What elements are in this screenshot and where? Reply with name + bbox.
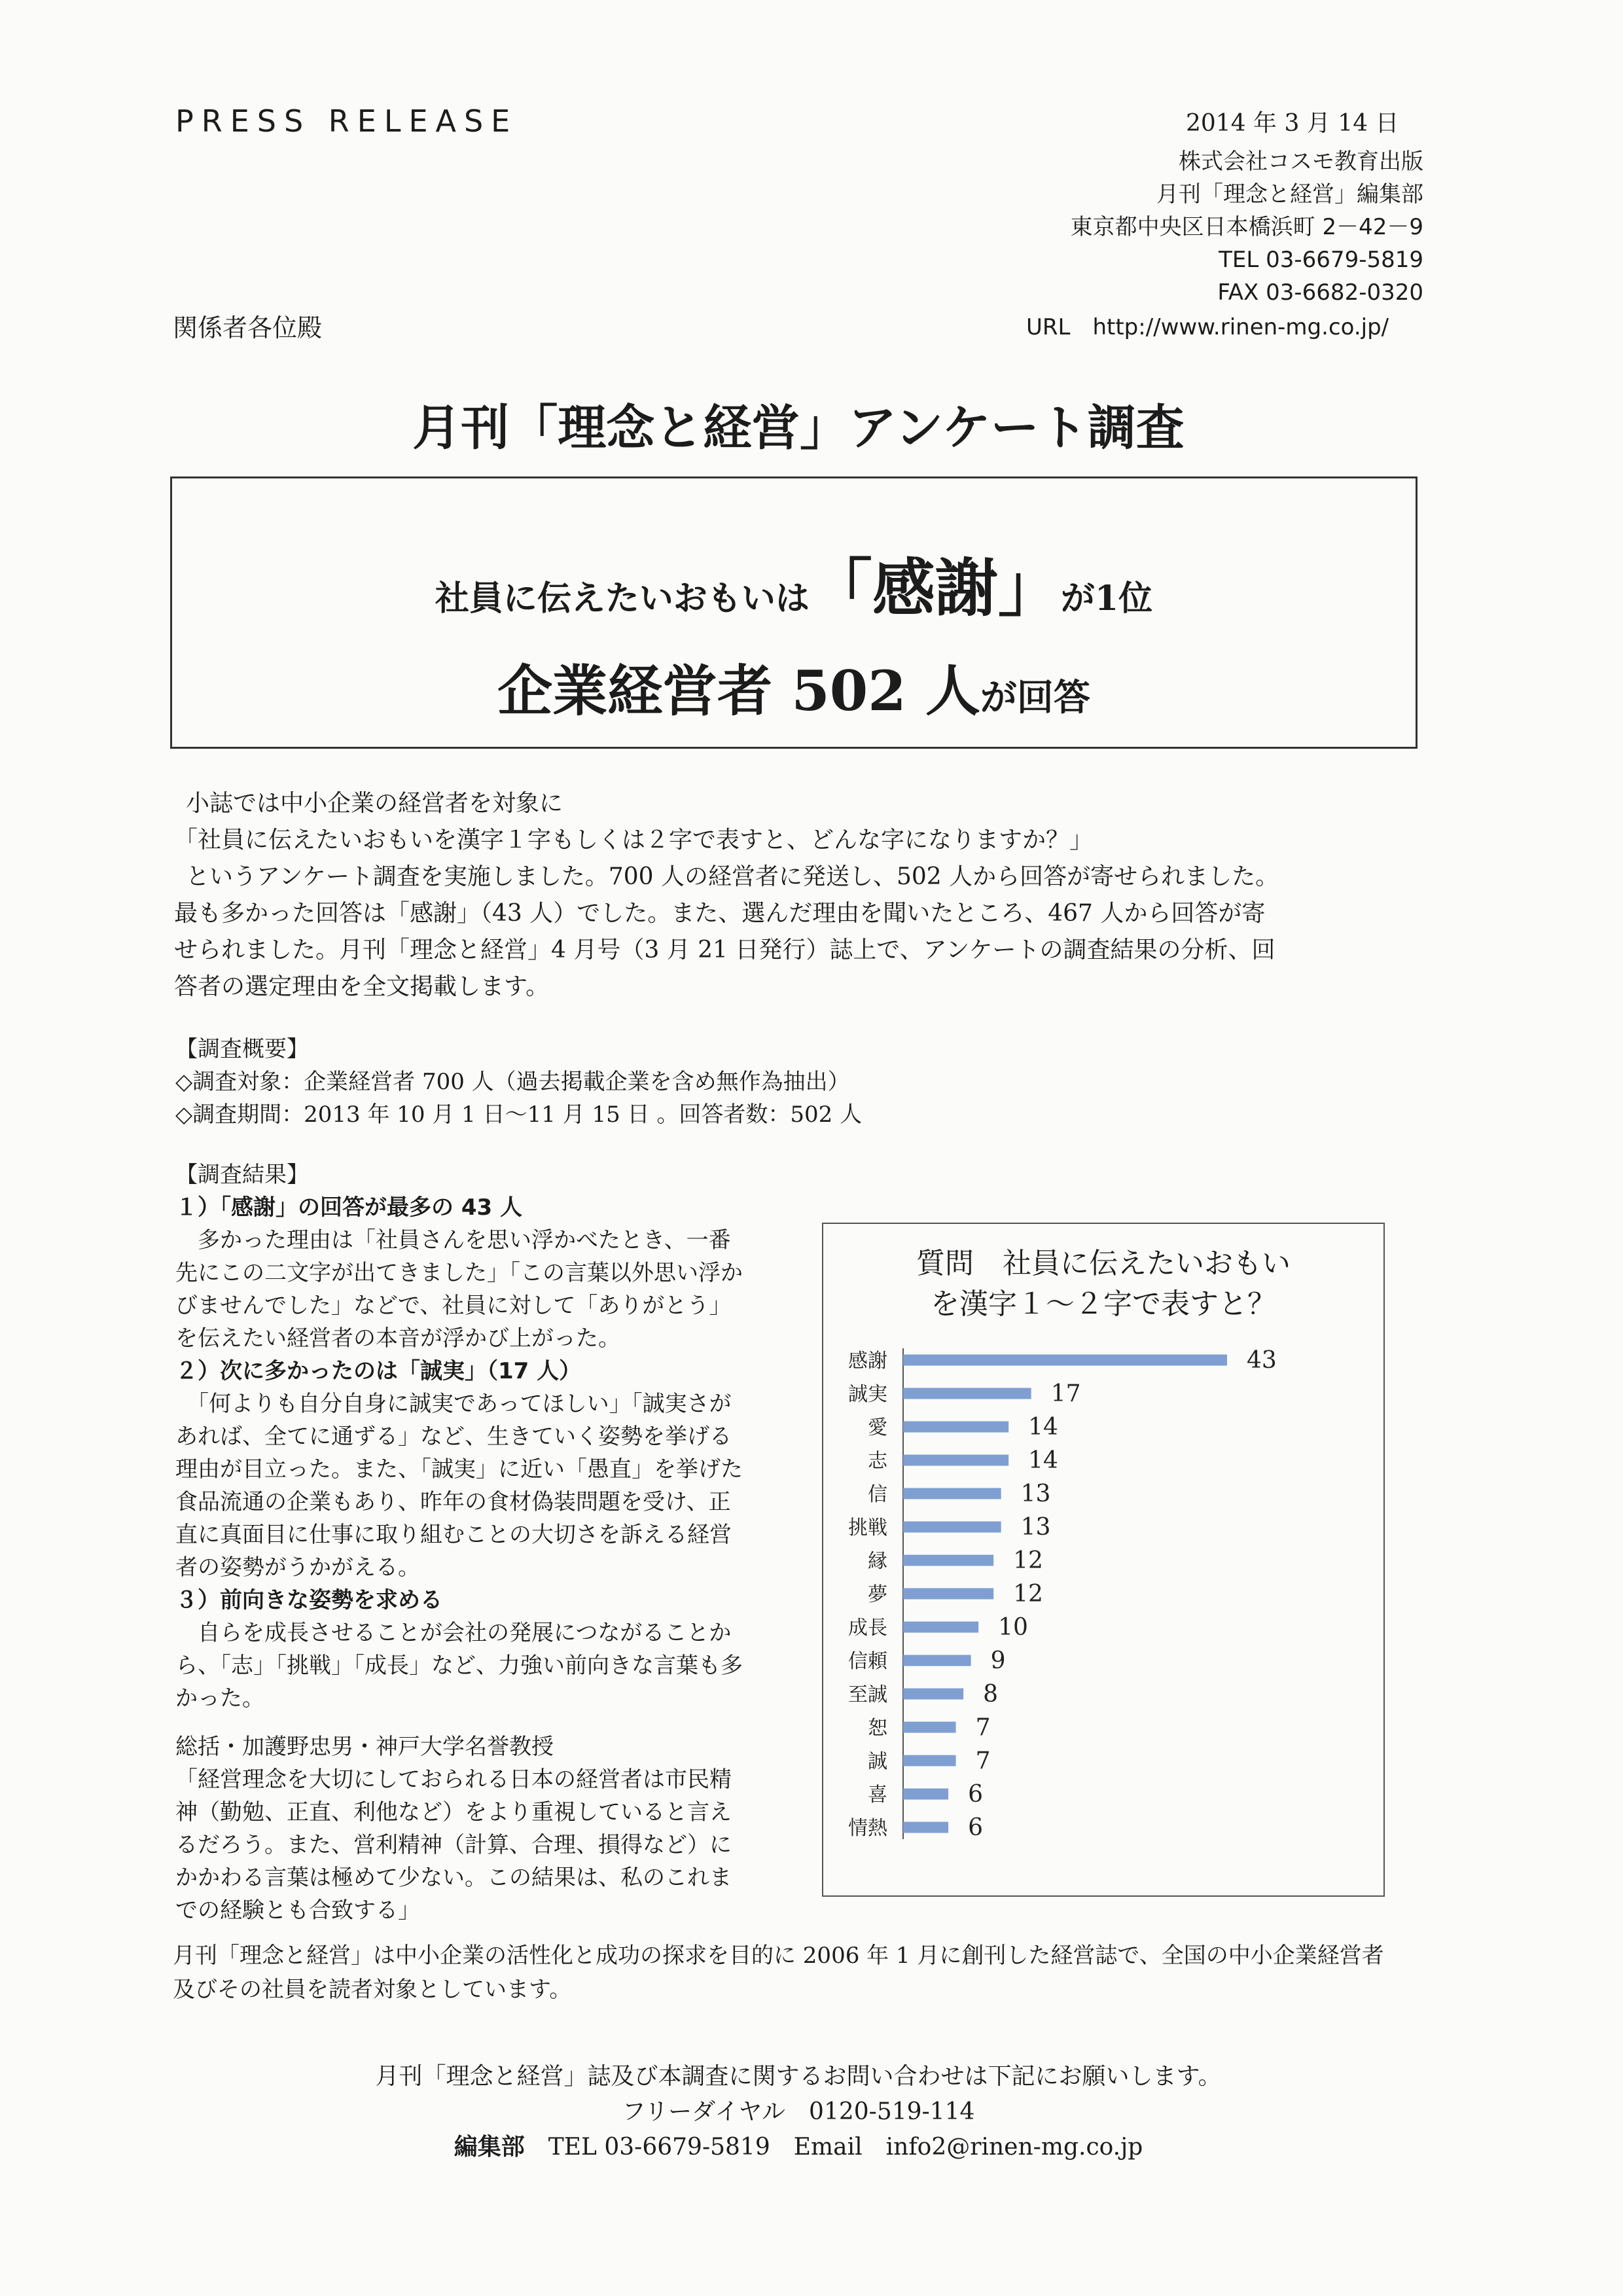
result1-line: 先にこの二文字が出てきました」「この言葉以外思い浮か [175,1260,743,1286]
greeting: 関係者各位殿 [173,314,323,342]
value-label: 12 [1013,1547,1043,1574]
press-release-label: PRESS RELEASE [175,103,518,139]
result2-line: 食品流通の企業もあり、昨年の食材偽装問題を受け、正 [175,1489,731,1515]
headline-line2 [172,647,1416,726]
overview-period: ◇調査期間：2013 年 10 月 1 日～11 月 15 日 。回答者数：502 人 [175,1102,863,1128]
summary-line: るだろう。また、営利精神（計算、合理、損得など）に [175,1832,732,1858]
result3-line: 自らを成長させることが会社の発展につながることか [175,1620,732,1646]
bar [903,1622,978,1633]
bar [903,1689,963,1700]
headline-box [170,476,1418,749]
release-date: 2014 年 3 月 14 日 [1186,110,1399,137]
bar [903,1722,956,1733]
category-label: 信 [868,1483,887,1506]
survey-title: 月刊「理念と経営」アンケート調査 [412,400,1185,456]
contact-dept: 編集部 [454,2134,525,2161]
value-label: 13 [1020,1480,1051,1507]
result1-title: １）「感謝」の回答が最多の 43 人 [175,1194,522,1221]
category-label: 喜 [868,1784,887,1806]
contact-info [0,2059,1597,2165]
category-label: 志 [868,1450,887,1473]
summary-line: 神（勤勉、正直、利他など）をより重視していると言え [175,1799,732,1825]
headline2-main: 企業経営者 502 人 [497,658,980,723]
tel-number: TEL 03-6679-5819 [1219,247,1423,273]
intro-line: 答者の選定理由を全文掲載します。 [174,973,550,1000]
results-heading: 【調査結果】 [175,1162,309,1188]
category-label: 縁 [868,1550,887,1573]
address: 東京都中央区日本橋浜町 2－42－9 [1070,214,1423,240]
headline1-pre: 社員に伝えたいおもいは [435,579,810,619]
chart-title-line: を漢字１～２字で表すと？ [931,1287,1276,1321]
category-label: 愛 [868,1416,887,1439]
headline1-post: が1位 [1060,579,1153,619]
magazine-description [173,1939,1455,2007]
value-label: 7 [975,1748,991,1774]
category-label: 至誠 [848,1683,887,1706]
bar [903,1455,1008,1466]
summary-line: での経験とも合致する」 [175,1897,420,1924]
bar [903,1388,1031,1399]
category-label: 信頼 [848,1650,887,1673]
website-url: URL http://www.rinen-mg.co.jp/ [1026,314,1389,340]
overview-target: ◇調査対象：企業経営者 700 人（過去掲載企業を含め無作為抽出） [175,1069,850,1095]
publisher-info [1071,145,1423,309]
bar [903,1522,1001,1533]
category-label: 感謝 [848,1350,887,1372]
result2-title: ２）次に多かったのは「誠実」（17 人） [175,1358,582,1384]
fax-number: FAX 03-6682-0320 [1217,279,1423,306]
summary-title: 総括・加護野忠男・神戸大学名誉教授 [175,1734,554,1760]
contact-email: Email info2@rinen-mg.co.jp [793,2134,1143,2161]
intro-line: せられました。月刊「理念と経営」4 月号（3 月 21 日発行）誌上で、アンケートの調査結果の分析、回 [174,937,1275,963]
value-label: 17 [1050,1380,1081,1407]
chart-box [822,1223,1385,1897]
result3-line: かった。 [175,1685,264,1712]
bar [903,1655,971,1666]
overview-heading: 【調査概要】 [175,1036,309,1062]
value-label: 6 [968,1814,983,1841]
contact-line: 月刊「理念と経営」誌及び本調査に関するお問い合わせは下記にお願いします。 [375,2063,1222,2090]
chart-title-line: 質問 社員に伝えたいおもい [916,1247,1291,1280]
survey-overview [175,1033,862,1131]
result2-line: あれば、全てに通ずる」など、生きていく姿勢を挙げる [175,1424,732,1450]
intro-text [174,785,1431,1005]
bar-chart [823,1224,1386,1898]
category-label: 誠 [868,1750,887,1773]
contact-tel: TEL 03-6679-5819 [548,2134,770,2161]
intro-line: 小誌では中小企業の経営者を対象に [186,790,563,817]
bar [903,1822,948,1833]
result2-line: 「何よりも自分自身に誠実であってほしい」「誠実さが [175,1391,732,1417]
value-label: 14 [1028,1414,1058,1441]
description-line: 月刊「理念と経営」は中小企業の活性化と成功の探求を目的に 2006 年 1 月に創刊した経営誌で、全国の中小企業経営者 [173,1943,1384,1969]
value-label: 13 [1020,1514,1051,1541]
headline1-keyword: 「感謝」 [809,551,1061,625]
category-label: 情熱 [848,1817,887,1840]
result3-line: ら、「志」「挑戦」「成長」など、力強い前向きな言葉も多 [175,1653,743,1679]
bar [903,1422,1008,1433]
intro-line: 「社員に伝えたいおもいを漢字１字もしくは２字で表すと、どんな字になりますか？」 [174,827,1094,853]
value-label: 12 [1013,1581,1043,1607]
value-label: 9 [990,1647,1006,1674]
result2-line: 直に真面目に仕事に取り組むことの大切さを訴える経営 [175,1522,732,1548]
result1-line: 多かった理由は「社員さんを思い浮かべたとき、一番 [175,1227,731,1253]
value-label: 14 [1028,1447,1058,1474]
bar [903,1789,948,1800]
bar [903,1588,993,1600]
result2-line: 理由が目立った。また、「誠実」に近い「愚直」を挙げた [175,1456,743,1482]
result2-line: 者の姿勢がうかがえる。 [175,1554,420,1581]
bar [903,1755,956,1767]
survey-results [175,1158,804,1927]
value-label: 6 [968,1781,983,1808]
bar [903,1488,1001,1499]
bar [903,1355,1227,1366]
category-label: 夢 [868,1583,887,1606]
category-label: 成長 [848,1617,887,1640]
category-label: 恕 [868,1717,887,1740]
result3-title: ３）前向きな姿勢を求める [175,1587,442,1613]
value-label: 43 [1247,1347,1277,1374]
headline-line1 [172,539,1416,628]
bar [903,1555,993,1566]
category-label: 挑戦 [848,1516,887,1539]
headline2-suffix: が回答 [980,676,1090,719]
result1-line: を伝えたい経営者の本音が浮かび上がった。 [175,1325,620,1352]
description-line: 及びその社員を読者対象としています。 [173,1977,572,2003]
summary-line: かかわる言葉は極めて少ない。この結果は、私のこれま [175,1865,732,1891]
intro-line: 最も多かった回答は「感謝」（43 人）でした。また、選んだ理由を聞いたところ、467 人から回答が寄 [174,900,1266,927]
intro-line: というアンケート調査を実施しました。700 人の経営者に発送し、502 人から回答が寄せられました。 [186,863,1279,890]
result1-line: びませんでした」などで、社員に対して「ありがとう」 [175,1293,732,1319]
value-label: 7 [975,1714,991,1741]
company-name: 株式会社コスモ教育出版 [1179,149,1423,175]
department-name: 月刊「理念と経営」編集部 [1156,181,1423,207]
freedial: フリーダイヤル 0120-519-114 [622,2098,975,2125]
value-label: 10 [998,1614,1028,1641]
category-label: 誠実 [848,1383,887,1406]
summary-line: 「経営理念を大切にしておられる日本の経営者は市民精 [175,1767,732,1793]
value-label: 8 [983,1681,998,1708]
